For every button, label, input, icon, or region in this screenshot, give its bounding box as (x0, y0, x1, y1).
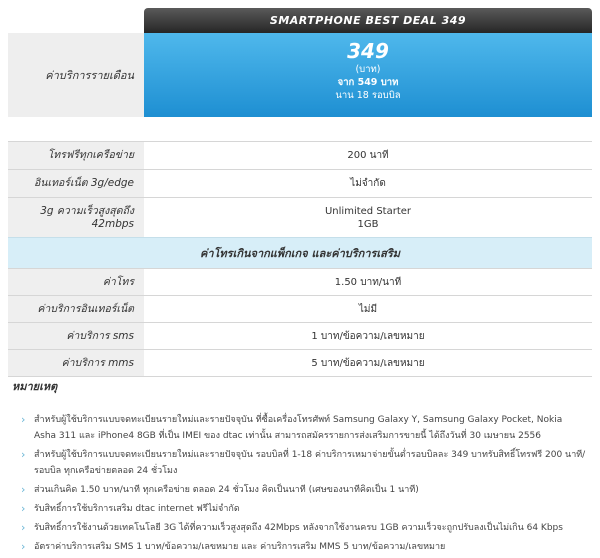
spacer-row (8, 117, 592, 141)
feature-label: โทรฟรีทุกเครือข่าย (8, 142, 144, 169)
list-item (21, 501, 587, 517)
note-text: รับสิทธิ์การใช้งานด้วยเทคโนโลยี 3G ได้ที่ความเร็วสูงสุดถึง 42Mbps หลังจากใช้งานครบ 1GB ความเร็วจะถูกปรับลงเป็นไม่เกิน 64 Kbps (34, 523, 563, 533)
feature-value (144, 198, 592, 237)
note-text: สำหรับผู้ใช้บริการแบบจดทะเบียนรายใหม่และรายปัจจุบัน รอบบิลที่ 1-18 ค่าบริการเหมาจ่ายขั้นต่ำรอบบิลละ 349 บาทรับสิทธิ์โทรฟรี 200 นาที/รอบบิล ทุกเครือข่ายตลอด 24 ชั่วโมง (34, 450, 586, 476)
package-table (8, 8, 592, 377)
price-label: ค่าบริการรายเดือน (45, 69, 134, 82)
note-text: ส่วนเกินคิด 1.50 บาท/นาที ทุกเครือข่าย ตลอด 24 ชั่วโมง คิดเป็นนาที (เศษของนาทีคิดเป็น 1 นาที) (34, 485, 419, 495)
feature-label: อินเทอร์เน็ต 3g/edge (8, 170, 144, 197)
feature-value-line2: 1GB (357, 218, 379, 230)
feature-label: 3g ความเร็วสูงสุดถึง 42mbps (8, 198, 144, 237)
feature-value: 200 นาที (347, 150, 389, 161)
list-item (21, 539, 587, 555)
extra-label: ค่าโทร (8, 269, 144, 295)
extra-row-call (8, 268, 592, 295)
chevron-right-icon: › (21, 521, 26, 534)
price-from: จาก 549 บาท (337, 77, 399, 88)
package-title: SMARTPHONE BEST DEAL 349 (144, 8, 592, 33)
chevron-right-icon: › (21, 448, 26, 461)
header-spacer (8, 8, 144, 33)
extra-row-sms (8, 322, 592, 349)
extra-value: ไม่มี (358, 303, 378, 315)
extra-row-internet (8, 295, 592, 322)
extra-label: ค่าบริการอินเทอร์เน็ต (8, 296, 144, 322)
feature-row-3g-speed (8, 197, 592, 237)
price-cell (144, 33, 592, 117)
list-item (21, 520, 587, 536)
package-header (8, 8, 592, 33)
price-duration: นาน 18 รอบบิล (335, 90, 401, 101)
chevron-right-icon: › (21, 502, 26, 515)
feature-value-line1: Unlimited Starter (324, 205, 412, 217)
price-row (8, 33, 592, 117)
list-item (21, 447, 587, 479)
extra-value: 5 บาท/ข้อความ/เลขหมาย (311, 357, 425, 369)
list-item (21, 482, 587, 498)
feature-row-free-calls (8, 141, 592, 169)
feature-row-internet (8, 169, 592, 197)
chevron-right-icon: › (21, 483, 26, 496)
extra-section-title: ค่าโทรเกินจากแพ็กเกจ และค่าบริการเสริม (8, 237, 592, 268)
feature-value: ไม่จำกัด (350, 178, 386, 189)
list-item (21, 412, 587, 444)
note-text: รับสิทธิ์การใช้บริการเสริม dtac internet ฟรีไม่จำกัด (34, 504, 240, 514)
extra-label: ค่าบริการ mms (8, 350, 144, 376)
note-text: อัตราค่าบริการเสริม SMS 1 บาท/ข้อความ/เลขหมาย และ ค่าบริการเสริม MMS 5 บาท/ข้อความ/เลขหมาย (34, 542, 446, 552)
extra-label: ค่าบริการ sms (8, 323, 144, 349)
price-unit: (บาท) (355, 64, 381, 75)
extra-value: 1.50 บาท/นาที (334, 276, 402, 288)
chevron-right-icon: › (21, 540, 26, 553)
price-amount: 349 (347, 39, 389, 63)
notes-list (21, 412, 587, 558)
chevron-right-icon: › (21, 413, 26, 426)
extra-value: 1 บาท/ข้อความ/เลขหมาย (311, 330, 425, 342)
note-text: สำหรับผู้ใช้บริการแบบจดทะเบียนรายใหม่และรายปัจจุบัน ที่ซื้อเครื่องโทรศัพท์ Samsung Galaxy Y, Samsung Galaxy Pocket, Nokia Asha 311 และ iPhone4 8GB ที่เป็น IMEI ของ dtac เท่านั้น สามารถสมัครรายการส่งเสริมการขายนี้ ได้ถึงวันที่ 30 เมษายน 2556 (34, 415, 563, 441)
notes-title: หมายเหตุ (12, 380, 58, 393)
extra-row-mms (8, 349, 592, 377)
